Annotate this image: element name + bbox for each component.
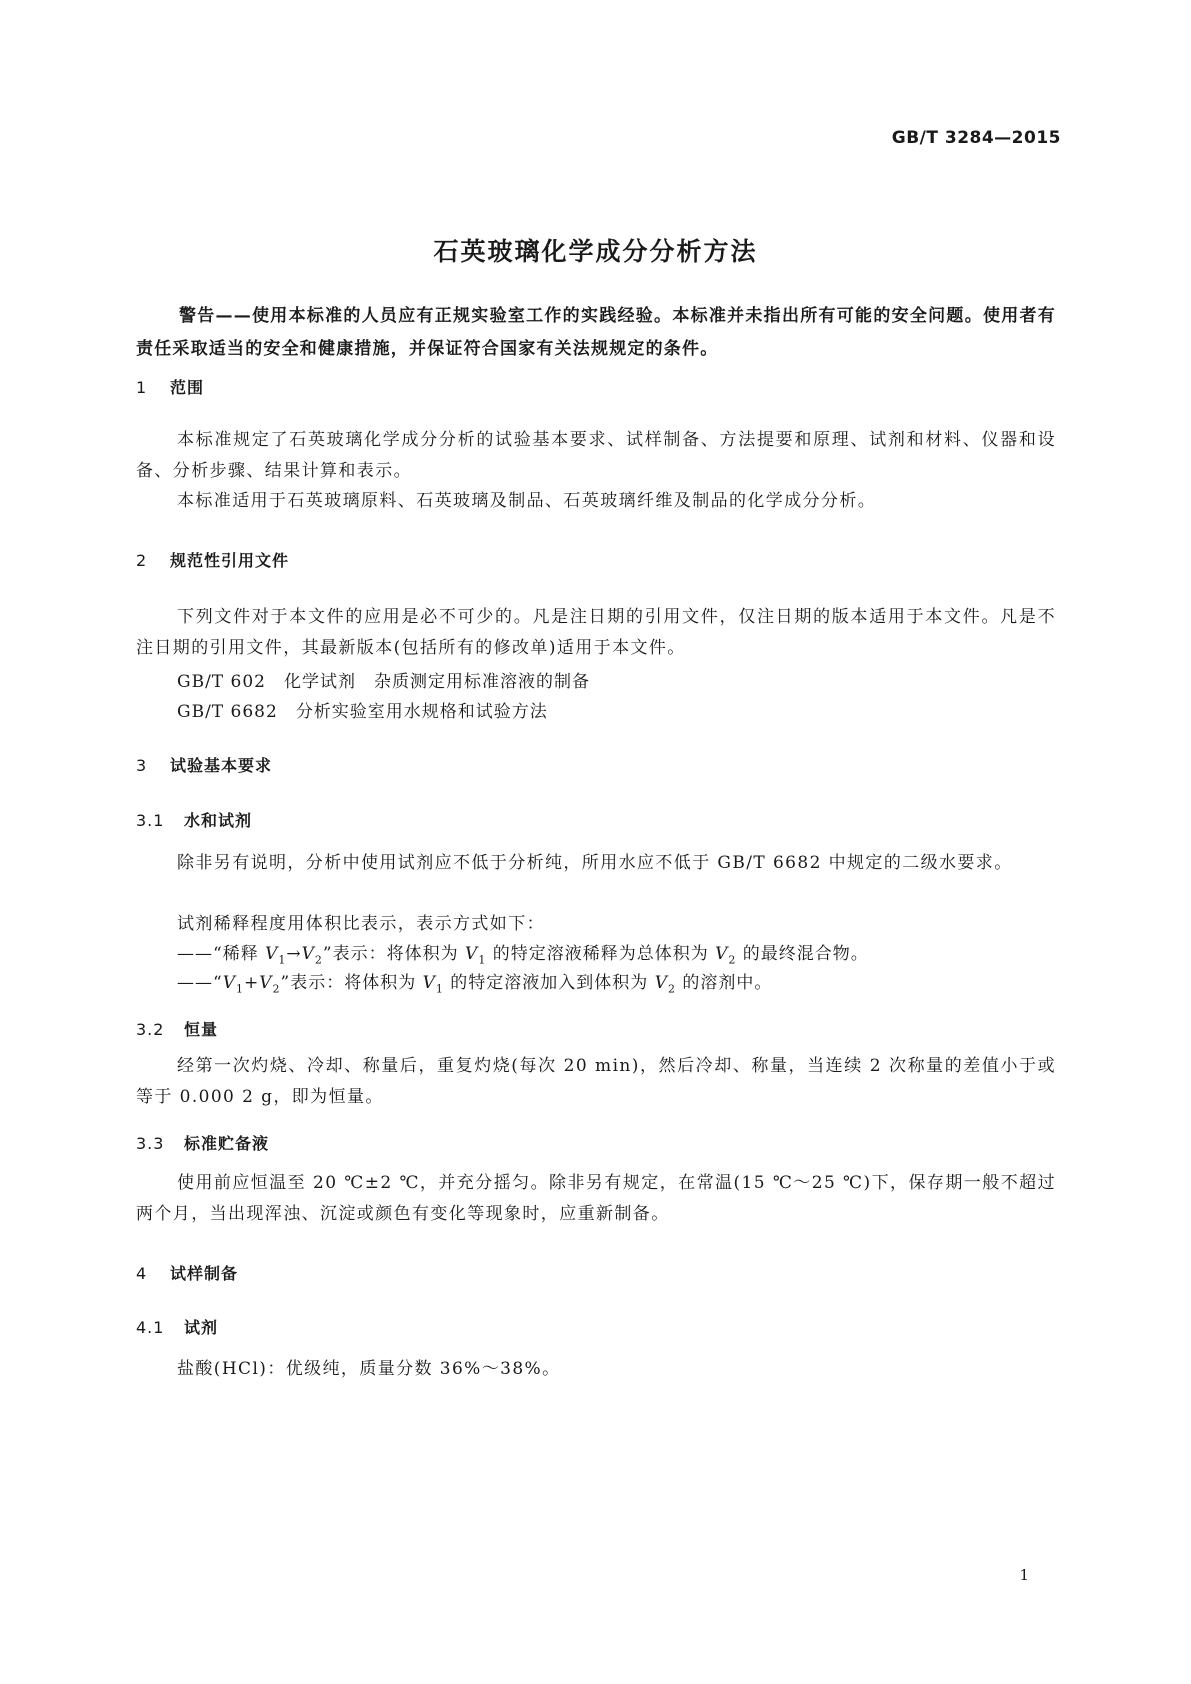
reference-item xyxy=(177,667,590,692)
subsection-number: 3.3 xyxy=(136,1134,165,1153)
standard-number: GB/T 3284—2015 xyxy=(891,128,1061,148)
subsection-4-1-paragraph-1: 盐酸(HCl)：优级纯，质量分数 36%～38%。 xyxy=(177,1359,561,1379)
reference-title: 分析实验室用水规格和试验方法 xyxy=(295,702,548,722)
warning-paragraph: 警告——使用本标准的人员应有正规实验室工作的实践经验。本标准并未指出所有可能的安全问题。使用者有责任采取适当的安全和健康措施，并保证符合国家有关法规规定的条件。 xyxy=(136,306,1056,359)
reference-item xyxy=(177,697,548,722)
reference-code: GB/T 602 xyxy=(177,672,266,692)
subsection-3-2-heading xyxy=(136,1017,218,1040)
section-title: 范围 xyxy=(170,378,205,397)
section-number: 1 xyxy=(136,378,148,397)
section-2-heading xyxy=(136,548,289,571)
reference-code: GB/T 6682 xyxy=(177,702,278,722)
dilution-notation-line-2: $——“V_1+V_2$”表示：将体积为 $V_1$ 的特定溶液加入到体积为 $V_2$ 的溶剂中。 xyxy=(177,973,773,996)
section-number: 2 xyxy=(136,551,148,570)
subsection-title: 水和试剂 xyxy=(184,811,253,830)
section-number: 4 xyxy=(136,1264,148,1283)
subsection-3-3-paragraph-1: 使用前应恒温至 20 ℃±2 ℃，并充分摇匀。除非另有规定，在常温(15 ℃～25 ℃)下，保存期一般不超过两个月，当出现浑浊、沉淀或颜色有变化等现象时，应重新制备。 xyxy=(136,1173,1056,1224)
subsection-number: 3.1 xyxy=(136,811,165,830)
section-2-paragraph-1: 下列文件对于本文件的应用是必不可少的。凡是注日期的引用文件，仅注日期的版本适用于本文件。凡是不注日期的引用文件，其最新版本(包括所有的修改单)适用于本文件。 xyxy=(136,607,1056,658)
subsection-number: 3.2 xyxy=(136,1020,165,1039)
subsection-title: 试剂 xyxy=(184,1318,219,1337)
subsection-3-1-heading xyxy=(136,808,252,831)
subsection-3-3-heading xyxy=(136,1131,269,1154)
section-3-heading xyxy=(136,753,272,776)
dilution-notation-line-1: ——“稀释 $V_1\to V_2$”表示：将体积为 $V_1$ 的特定溶液稀释为总体积为 $V_2$ 的最终混合物。 xyxy=(177,944,869,967)
subsection-title: 恒量 xyxy=(184,1020,219,1039)
subsection-4-1-heading xyxy=(136,1315,218,1338)
section-1-heading xyxy=(136,375,204,398)
subsection-number: 4.1 xyxy=(136,1318,165,1337)
section-4-heading xyxy=(136,1261,238,1284)
subsection-title: 标准贮备液 xyxy=(184,1134,270,1153)
reference-title: 化学试剂 杂质测定用标准溶液的制备 xyxy=(284,672,590,692)
section-title: 试样制备 xyxy=(170,1264,239,1283)
section-1-paragraph-1: 本标准规定了石英玻璃化学成分分析的试验基本要求、试样制备、方法提要和原理、试剂和材料、仪器和设备、分析步骤、结果计算和表示。 xyxy=(136,430,1056,481)
section-title: 规范性引用文件 xyxy=(170,551,290,570)
section-title: 试验基本要求 xyxy=(170,756,273,775)
page-number: 1 xyxy=(1019,1566,1029,1584)
document-title: 石英玻璃化学成分分析方法 xyxy=(433,237,758,266)
subsection-3-1-paragraph-2: 试剂稀释程度用体积比表示，表示方式如下： xyxy=(177,914,545,934)
subsection-3-1-paragraph-1: 除非另有说明，分析中使用试剂应不低于分析纯，所用水应不低于 GB/T 6682 中规定的二级水要求。 xyxy=(177,853,1013,873)
section-1-paragraph-2: 本标准适用于石英玻璃原料、石英玻璃及制品、石英玻璃纤维及制品的化学成分分析。 xyxy=(177,491,877,511)
section-number: 3 xyxy=(136,756,148,775)
subsection-3-2-paragraph-1: 经第一次灼烧、冷却、称量后，重复灼烧(每次 20 min)，然后冷却、称量，当连续 2 次称量的差值小于或等于 0.000 2 g，即为恒量。 xyxy=(136,1056,1056,1107)
